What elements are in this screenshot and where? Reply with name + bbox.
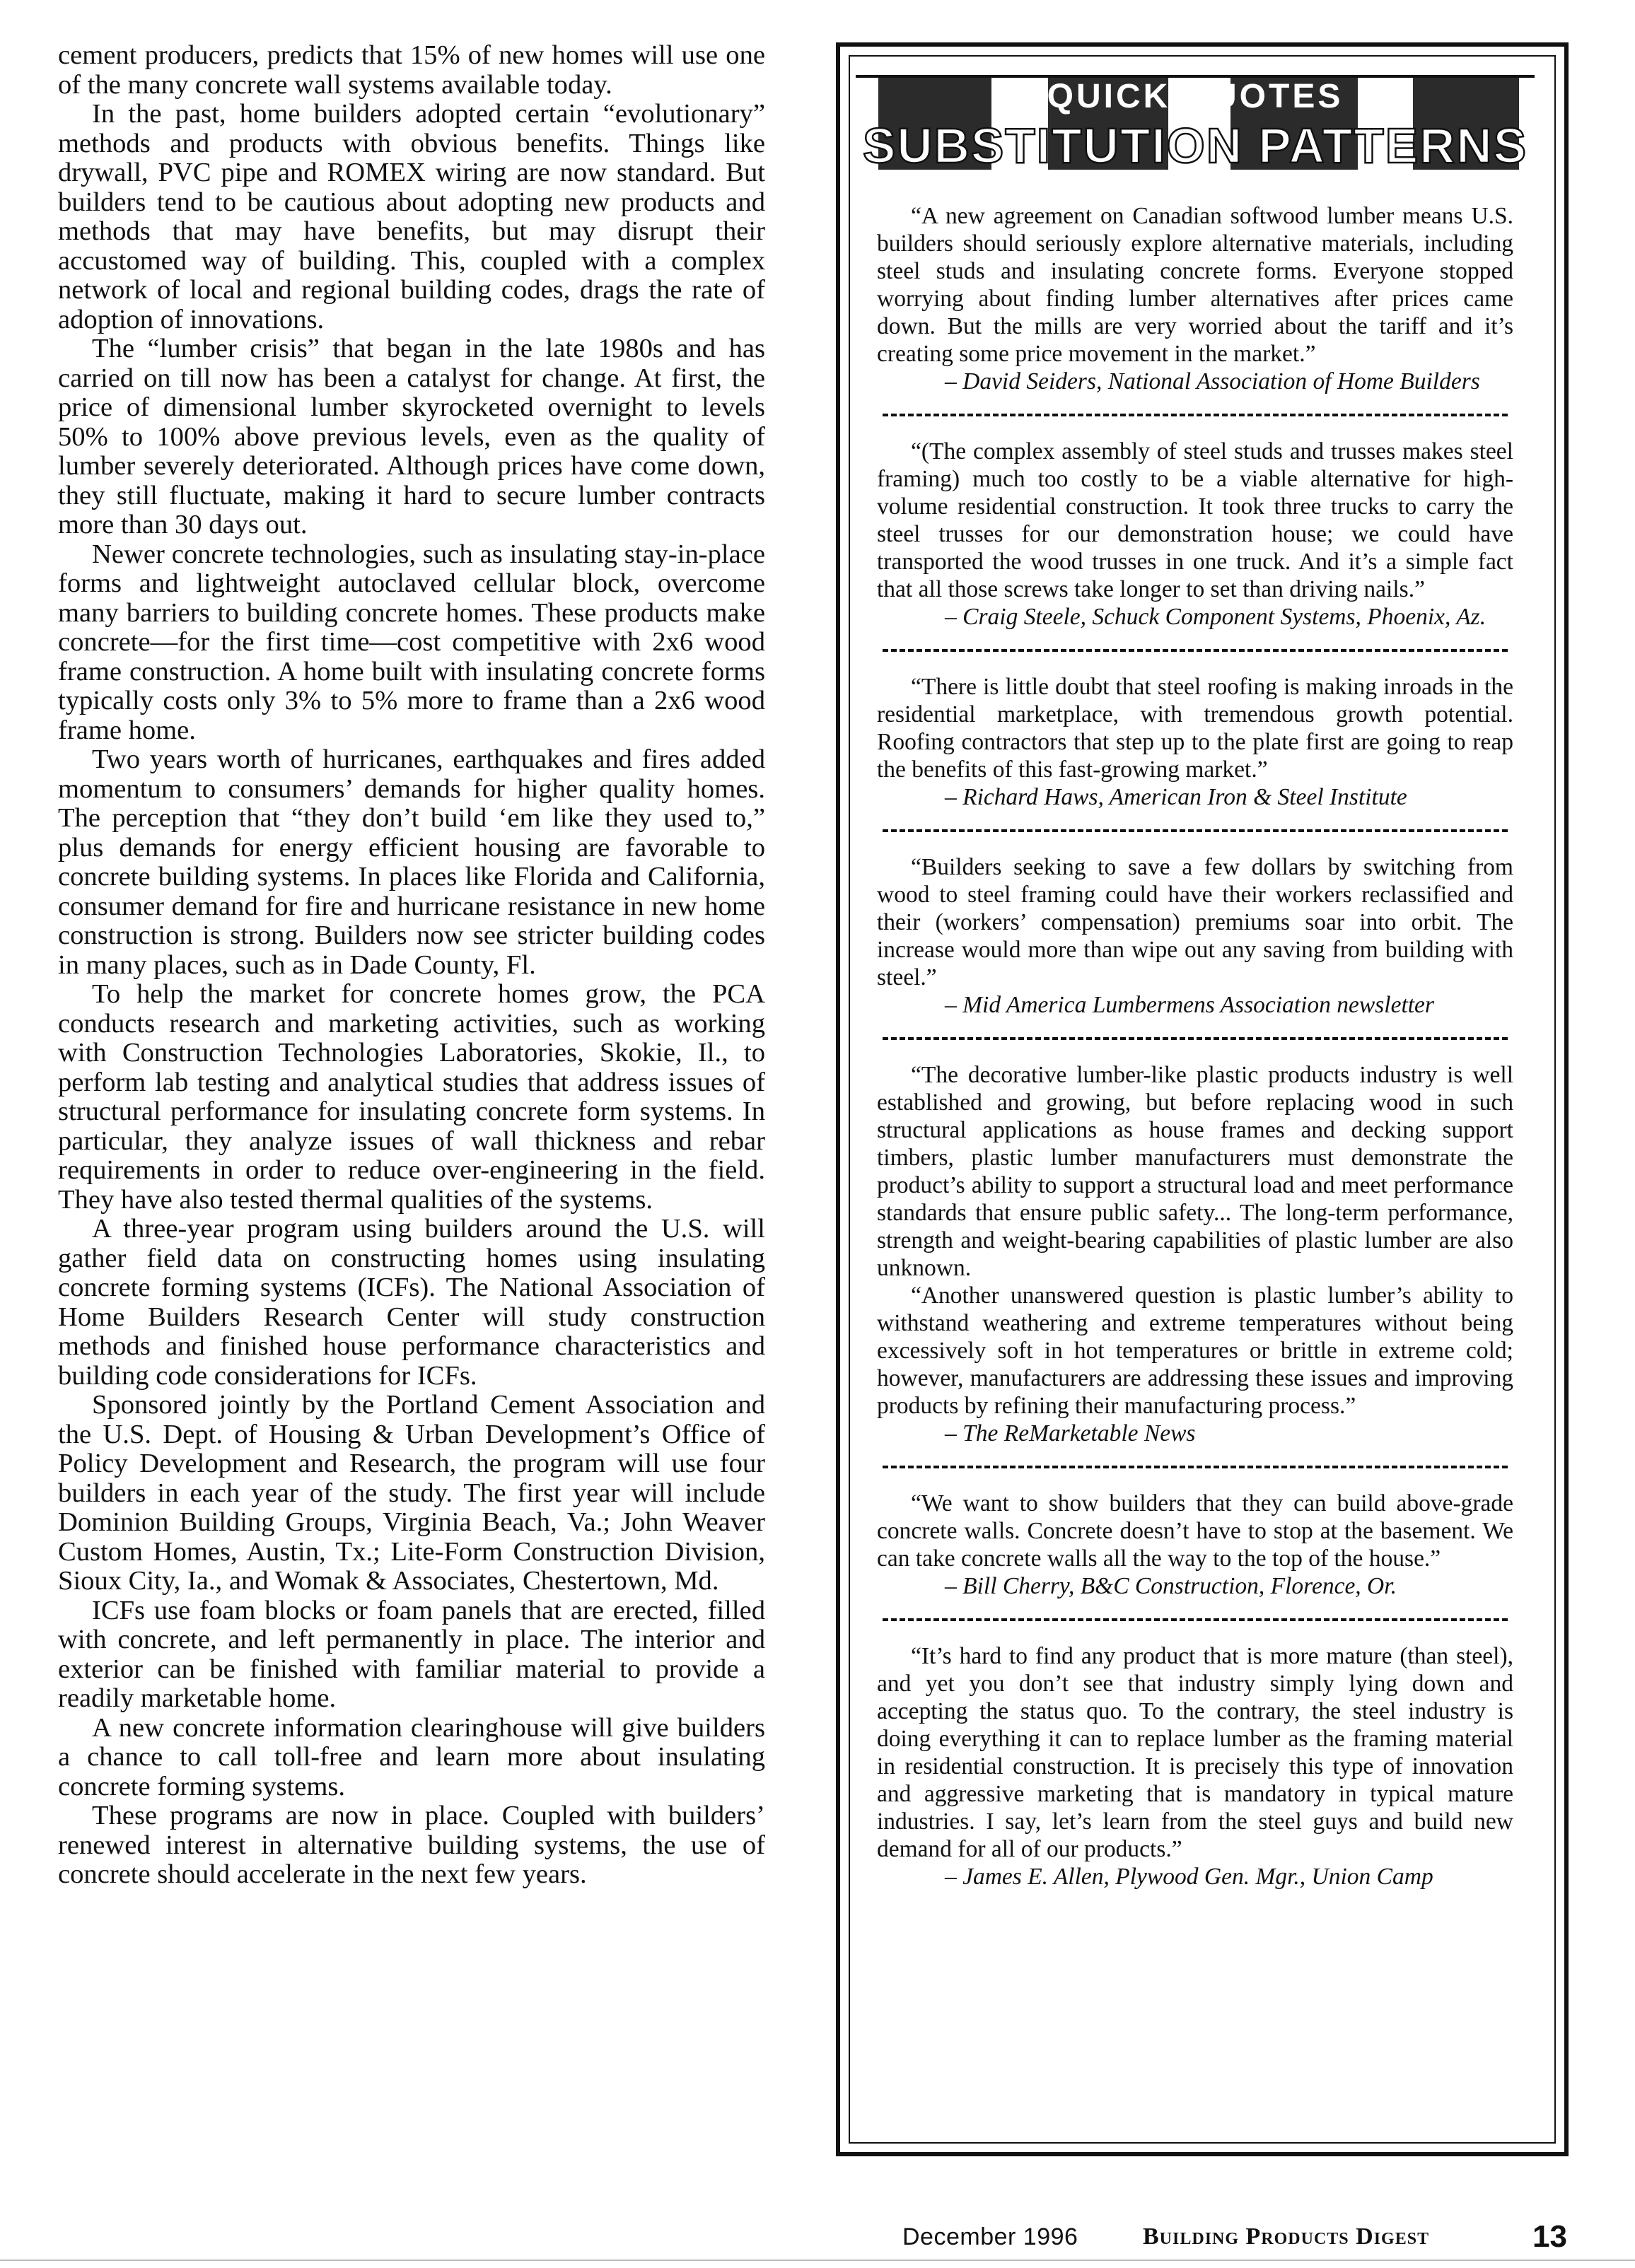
- quote-attribution: – Bill Cherry, B&C Construction, Florence, Or.: [945, 1573, 1397, 1599]
- quote-text: “Builders seeking to save a few dollars by switching from wood to steel framing could have their workers reclassified and their (workers’ compensation) premiums soar into orbit. The increase would more than wipe out any saving from building with steel.”: [877, 854, 1513, 990]
- quick-quotes-sidebar: [836, 42, 1569, 2156]
- banner-bottom-text: SUBSTITUTION PATTERNS: [863, 118, 1528, 173]
- article-paragraph: A three-year program using builders around the U.S. will gather field data on constructing homes using insulating concrete forming systems (ICFs). The National Association of Home Builders Research Center will study construction methods and finished house performance characteristics and building code considerations for ICFs.: [58, 1214, 765, 1391]
- article-paragraph: ICFs use foam blocks or foam panels that are erected, filled with concrete, and left permanently in place. The interior and exterior can be finished with familiar material to provide a readily marketable home.: [58, 1595, 765, 1713]
- article-paragraph: Two years worth of hurricanes, earthquakes and fires added momentum to consumers’ demands for higher quality homes. The perception that “they don’t build ‘em like they used to,” plus demands for energy efficient housing are favorable to concrete building systems. In places like Florida and California, consumer demand for fire and hurricane resistance in new home construction is strong. Builders now see stricter building codes in many places, such as in Dade County, Fl.: [58, 744, 765, 980]
- quote-attribution: – Mid America Lumbermens Association newsletter: [945, 992, 1434, 1018]
- quote-text: “There is little doubt that steel roofing is making inroads in the residential marketplace, with tremendous growth potential. Roofing contractors that step up to the plate first are going to reap the benefits of this fast-growing market.”: [877, 674, 1513, 783]
- footer-date: December 1996: [902, 2223, 1078, 2250]
- footer-rule: [0, 2260, 1635, 2261]
- quote-attribution: – Richard Haws, American Iron & Steel Institute: [945, 784, 1407, 810]
- quote-divider: [883, 1466, 1508, 1468]
- quote-text: “It’s hard to find any product that is more mature (than steel), and yet you don’t see that industry simply lying down and accepting the status quo. To the contrary, the steel industry is doing everything it can to replace lumber as the framing material in residential construction. It is precisely this type of innovation and aggressive marketing that is mandatory in typical mature industries. I say, let’s learn from the steel guys and build new demand for all of our products.”: [877, 1643, 1513, 1862]
- quote-attribution: – The ReMarketable News: [945, 1420, 1196, 1446]
- quote-divider: [883, 1037, 1508, 1040]
- quote-text: “A new agreement on Canadian softwood lumber means U.S. builders should seriously explore alternative materials, including steel studs and insulating concrete forms. Everyone stopped worrying about finding lumber alternatives after prices came down. But the mills are very worried about the tariff and it’s creating some price movement in the market.”: [877, 203, 1513, 367]
- article-paragraph: To help the market for concrete homes grow, the PCA conducts research and marketing activities, such as working with Construction Technologies Laboratories, Skokie, Il., to perform lab testing and analytical studies that address issues of structural performance for insulating concrete form systems. In particular, they analyze issues of wall thickness and rebar requirements in order to reduce over-engineering in the field. They have also tested thermal qualities of the systems.: [58, 979, 765, 1215]
- quote-divider: [883, 829, 1508, 832]
- article-paragraph: The “lumber crisis” that began in the late 1980s and has carried on till now has been a catalyst for change. At first, the price of dimensional lumber skyrocketed overnight to levels 50% to 100% above previous levels, even as the quality of lumber severely deteriorated. Although prices have come down, they still fluctuate, making it hard to secure lumber contracts more than 30 days out.: [58, 334, 765, 539]
- quote-block: [877, 853, 1513, 1019]
- quote-block: [877, 1061, 1513, 1447]
- quote-block: [877, 1490, 1513, 1600]
- quote-attribution: – James E. Allen, Plywood Gen. Mgr., Union Camp: [945, 1864, 1433, 1890]
- article-paragraph: A new concrete information clearinghouse will give builders a chance to call toll-free and learn more about insulating concrete forming systems.: [58, 1712, 765, 1801]
- quote-attribution: – Craig Steele, Schuck Component Systems, Phoenix, Az.: [945, 604, 1486, 630]
- banner-top-text: QUICK QUOTES: [1047, 78, 1344, 115]
- article-paragraph: cement producers, predicts that 15% of new homes will use one of the many concrete wall systems available today.: [58, 40, 765, 100]
- article-paragraph: These programs are now in place. Coupled with builders’ renewed interest in alternative building systems, the use of concrete should accelerate in the next few years.: [58, 1801, 765, 1889]
- quote-text: “We want to show builders that they can build above-grade concrete walls. Concrete doesn’t have to stop at the basement. We can take concrete walls all the way to the top of the house.”: [877, 1490, 1513, 1572]
- quote-block: [877, 673, 1513, 811]
- quote-divider: [883, 414, 1508, 416]
- quote-text: “Another unanswered question is plastic lumber’s ability to withstand weathering and extreme temperatures without being excessively soft in hot temperatures or brittle in extreme cold; however, manufacturers are addressing these issues and improving products by refining their manufacturing process.”: [877, 1282, 1513, 1419]
- sidebar-banner: [856, 65, 1535, 173]
- quote-block: [877, 1642, 1513, 1890]
- page-footer: [902, 2219, 1567, 2255]
- footer-publication: Building Products Digest: [1143, 2223, 1430, 2250]
- quote-attribution: – David Seiders, National Association of Home Builders: [945, 368, 1480, 394]
- article-paragraph: In the past, home builders adopted certain “evolutionary” methods and products with obvious benefits. Things like drywall, PVC pipe and ROMEX wiring are now standard. But builders tend to be cautious about adopting new products and methods that may have benefits, but may disrupt their accustomed way of building. This, coupled with a complex network of local and regional building codes, drags the rate of adoption of innovations.: [58, 99, 765, 334]
- article-paragraph: Sponsored jointly by the Portland Cement Association and the U.S. Dept. of Housing & Urban Development’s Office of Policy Development and Research, the program will use four builders in each year of the study. The first year will include Dominion Building Groups, Virginia Beach, Va.; John Weaver Custom Homes, Austin, Tx.; Lite-Form Construction Division, Sioux City, Ia., and Womak & Associates, Chestertown, Md.: [58, 1390, 765, 1596]
- quote-divider: [883, 1618, 1508, 1621]
- article-body: [58, 41, 765, 1890]
- article-paragraph: Newer concrete technologies, such as insulating stay-in-place forms and lightweight autoclaved cellular block, overcome many barriers to building concrete homes. These products make concrete—for the first time—cost competitive with 2x6 wood frame construction. A home built with insulating concrete forms typically costs only 3% to 5% more to frame than a 2x6 wood frame home.: [58, 539, 765, 745]
- quote-block: [877, 202, 1513, 395]
- quote-text: “The decorative lumber-like plastic products industry is well established and growing, but before replacing wood in such structural applications as house frames and decking support timbers, plastic lumber manufacturers must demonstrate the product’s ability to support a structural load and meet performance standards that ensure public safety... The long-term performance, strength and weight-bearing capabilities of plastic lumber are also unknown.: [877, 1062, 1513, 1281]
- quote-block: [877, 438, 1513, 631]
- quote-text: “(The complex assembly of steel studs and trusses makes steel framing) much too costly to be a viable alternative for high-volume residential construction. It took three trucks to carry the steel trusses for our demonstration house; we could have transported the wood trusses in one truck. And it’s a simple fact that all those screws take longer to set than driving nails.”: [877, 438, 1513, 602]
- quotes-list: [877, 202, 1513, 1890]
- quote-divider: [883, 649, 1508, 652]
- page-number: 13: [1532, 2219, 1567, 2254]
